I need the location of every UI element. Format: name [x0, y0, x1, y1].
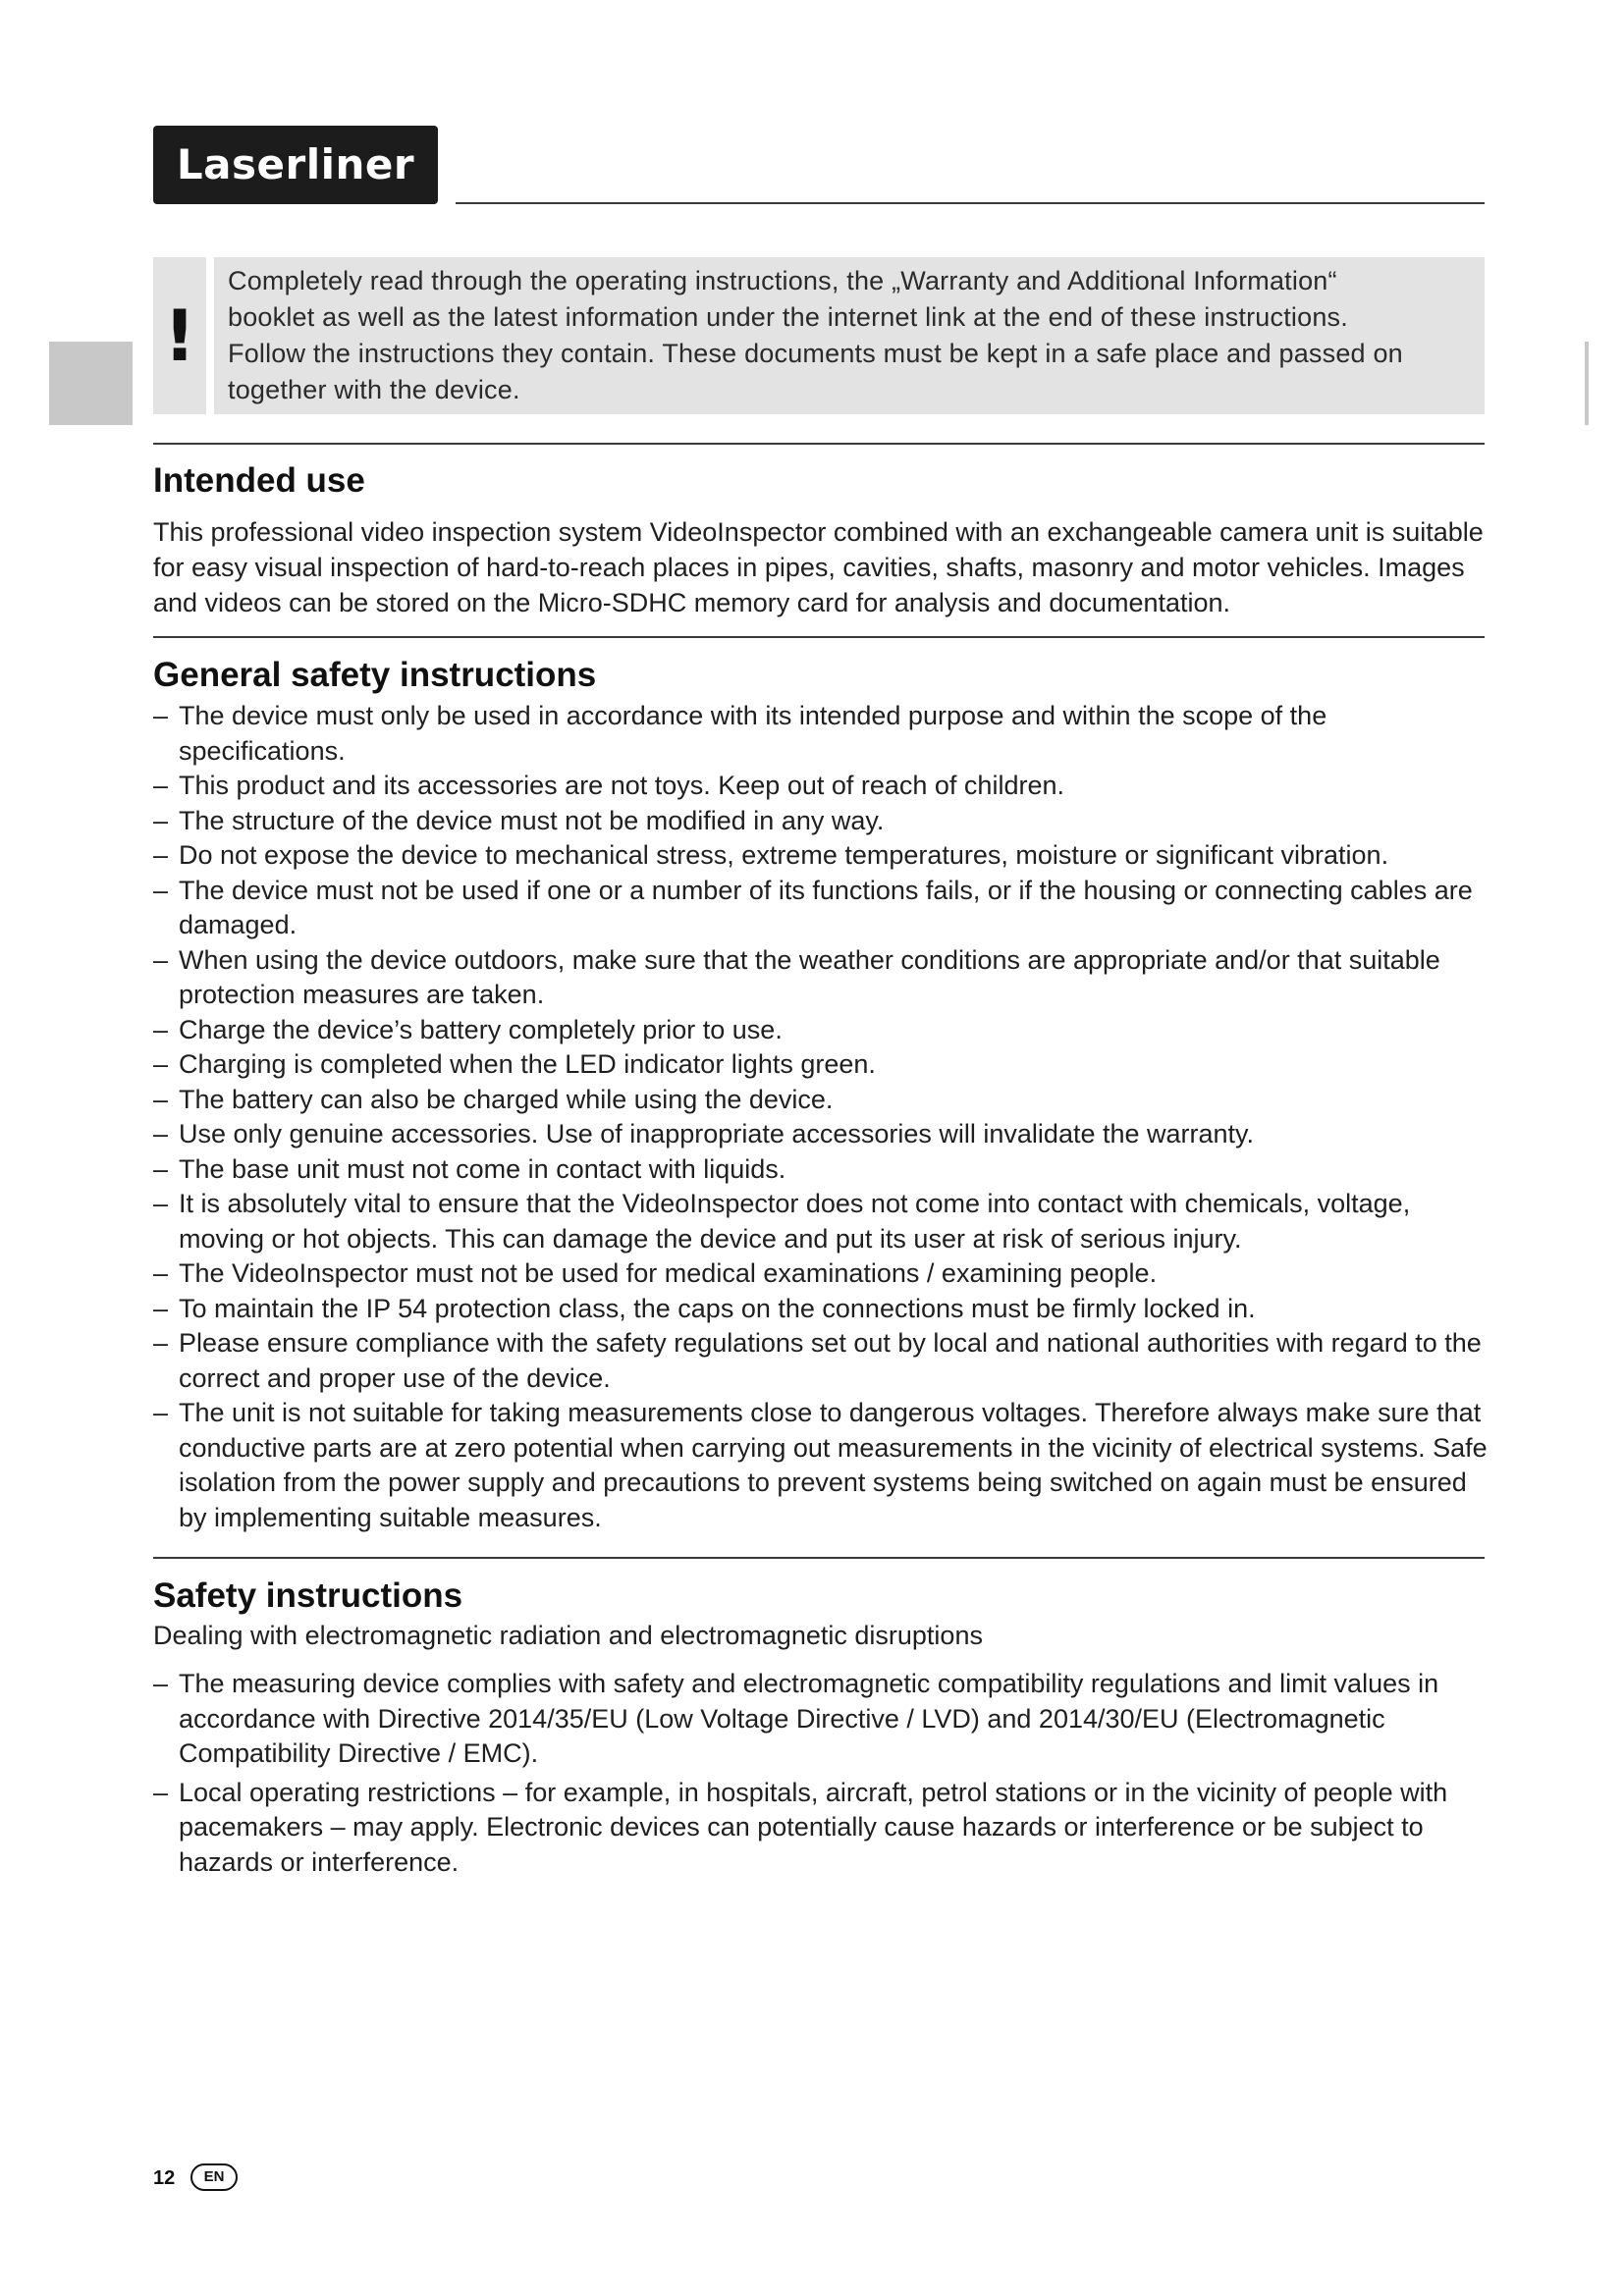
dash-bullet: –: [153, 944, 169, 975]
dash-bullet: –: [153, 1153, 169, 1184]
header-divider: [456, 202, 1485, 204]
list-item: [153, 1292, 1489, 1327]
section-tab-marker-left: [49, 342, 133, 425]
intended-use-text: This professional video inspection system VideoInspector combined with an exchangeable camera unit is suitable for easy visual inspection of hard-to-reach places in pipes, cavities, shafts, masonry and motor vehicles. Images and videos can be stored on the Micro-SDHC memory card for analysis and documentation.: [153, 517, 1484, 617]
dash-bullet: –: [153, 1258, 169, 1288]
section-title-intended-use: Intended use: [153, 461, 365, 500]
list-item: [153, 1776, 1489, 1881]
notice-line: Follow the instructions they contain. These documents must be kept in a safe place and passed on: [228, 339, 1403, 368]
dash-bullet: –: [153, 1049, 169, 1079]
dash-bullet: –: [153, 1189, 169, 1218]
list-item: [153, 1047, 1489, 1083]
list-item: [153, 874, 1489, 943]
language-badge: EN: [190, 2163, 238, 2191]
general-safety-list: [153, 699, 1489, 1535]
list-item: [153, 1326, 1489, 1396]
dash-bullet: –: [153, 701, 169, 730]
list-item-text: To maintain the IP 54 protection class, the caps on the connections must be firmly locked in.: [179, 1293, 1256, 1323]
list-item: [153, 1117, 1489, 1152]
safety-instructions-list: [153, 1667, 1489, 1880]
notice-line: booklet as well as the latest information under the internet link at the end of these instructions.: [228, 302, 1348, 332]
notice-line: Completely read through the operating instructions, the „Warranty and Additional Information“: [228, 266, 1337, 295]
warning-exclamation-icon: !: [153, 257, 206, 414]
list-item: [153, 1256, 1489, 1292]
list-item-text: Please ensure compliance with the safety regulations set out by local and national authorities with regard to the correct and proper use of the device.: [179, 1328, 1482, 1393]
list-item: [153, 699, 1489, 769]
dash-bullet: –: [153, 1293, 169, 1323]
list-item-text: The device must not be used if one or a number of its functions fails, or if the housing or connecting cables are damaged.: [179, 875, 1473, 939]
list-item: [153, 1013, 1489, 1048]
list-item: [153, 1667, 1489, 1772]
notice-line: together with the device.: [228, 375, 520, 404]
dash-bullet: –: [153, 1669, 169, 1698]
list-item-text: Local operating restrictions – for example, in hospitals, aircraft, petrol stations or in the vicinity of people with pacemakers – may apply. Electronic devices can potentially cause hazards or interference or be subject to hazards or interference.: [179, 1777, 1448, 1877]
list-item-text: It is absolutely vital to ensure that the VideoInspector does not come into contact with chemicals, voltage, moving or hot objects. This can damage the device and put its user at risk of serious injury.: [179, 1189, 1411, 1254]
list-item-text: The structure of the device must not be modified in any way.: [179, 805, 885, 835]
dash-bullet: –: [153, 1084, 169, 1114]
list-item: [153, 1396, 1489, 1535]
brand-logo: Laserliner: [153, 126, 438, 204]
list-item: [153, 838, 1489, 874]
list-item: [153, 804, 1489, 839]
list-item-text: The VideoInspector must not be used for medical examinations / examining people.: [179, 1258, 1158, 1288]
list-item-text: When using the device outdoors, make sure that the weather conditions are appropriate and/or that suitable protection measures are taken.: [179, 944, 1440, 1009]
list-item: [153, 943, 1489, 1013]
dash-bullet: –: [153, 1119, 169, 1148]
dash-bullet: –: [153, 771, 169, 800]
list-item-text: Do not expose the device to mechanical stress, extreme temperatures, moisture or significant vibration.: [179, 840, 1389, 870]
dash-bullet: –: [153, 875, 169, 905]
list-item: [153, 769, 1489, 804]
list-item: [153, 1187, 1489, 1256]
list-item-text: The measuring device complies with safety and electromagnetic compatibility regulations and limit values in accordance with Directive 2014/35/EU (Low Voltage Directive / LVD) and 2014/30/EU (Electromagnetic Compatibility Directive / EMC).: [179, 1669, 1439, 1768]
section-divider: [153, 636, 1485, 638]
list-item-text: Charging is completed when the LED indicator lights green.: [179, 1049, 876, 1079]
notice-box: [153, 257, 1485, 414]
list-item-text: The base unit must not come in contact with liquids.: [179, 1153, 786, 1184]
list-item: [153, 1083, 1489, 1118]
dash-bullet: –: [153, 1777, 169, 1807]
list-item-text: The device must only be used in accordance with its intended purpose and within the scope of the specifications.: [179, 701, 1327, 766]
list-item-text: This product and its accessories are not toys. Keep out of reach of children.: [179, 771, 1064, 800]
dash-bullet: –: [153, 1014, 169, 1044]
section-divider: [153, 1557, 1485, 1559]
dash-bullet: –: [153, 1328, 169, 1358]
dash-bullet: –: [153, 1398, 169, 1427]
section-title-safety-instructions: Safety instructions: [153, 1576, 463, 1615]
list-item-text: The battery can also be charged while using the device.: [179, 1084, 834, 1114]
list-item-text: Charge the device’s battery completely prior to use.: [179, 1014, 783, 1044]
list-item: [153, 1152, 1489, 1188]
list-item-text: Use only genuine accessories. Use of inappropriate accessories will invalidate the warranty.: [179, 1119, 1255, 1148]
dash-bullet: –: [153, 840, 169, 870]
notice-text: [214, 257, 1485, 414]
list-item-text: The unit is not suitable for taking measurements close to dangerous voltages. Therefore always make sure that conductive parts are at zero potential when carrying out measurements in the vicinity of electrical systems. Safe isolation from the power supply and precautions to prevent systems being switched on again must be ensured by implementing suitable measures.: [179, 1398, 1488, 1532]
page-number: 12: [153, 2167, 176, 2189]
dash-bullet: –: [153, 805, 169, 835]
section-tab-marker-right: [1585, 342, 1589, 425]
section-divider: [153, 443, 1485, 445]
section-title-general-safety: General safety instructions: [153, 656, 597, 694]
safety-instructions-subtitle: Dealing with electromagnetic radiation and electromagnetic disruptions: [153, 1621, 983, 1650]
